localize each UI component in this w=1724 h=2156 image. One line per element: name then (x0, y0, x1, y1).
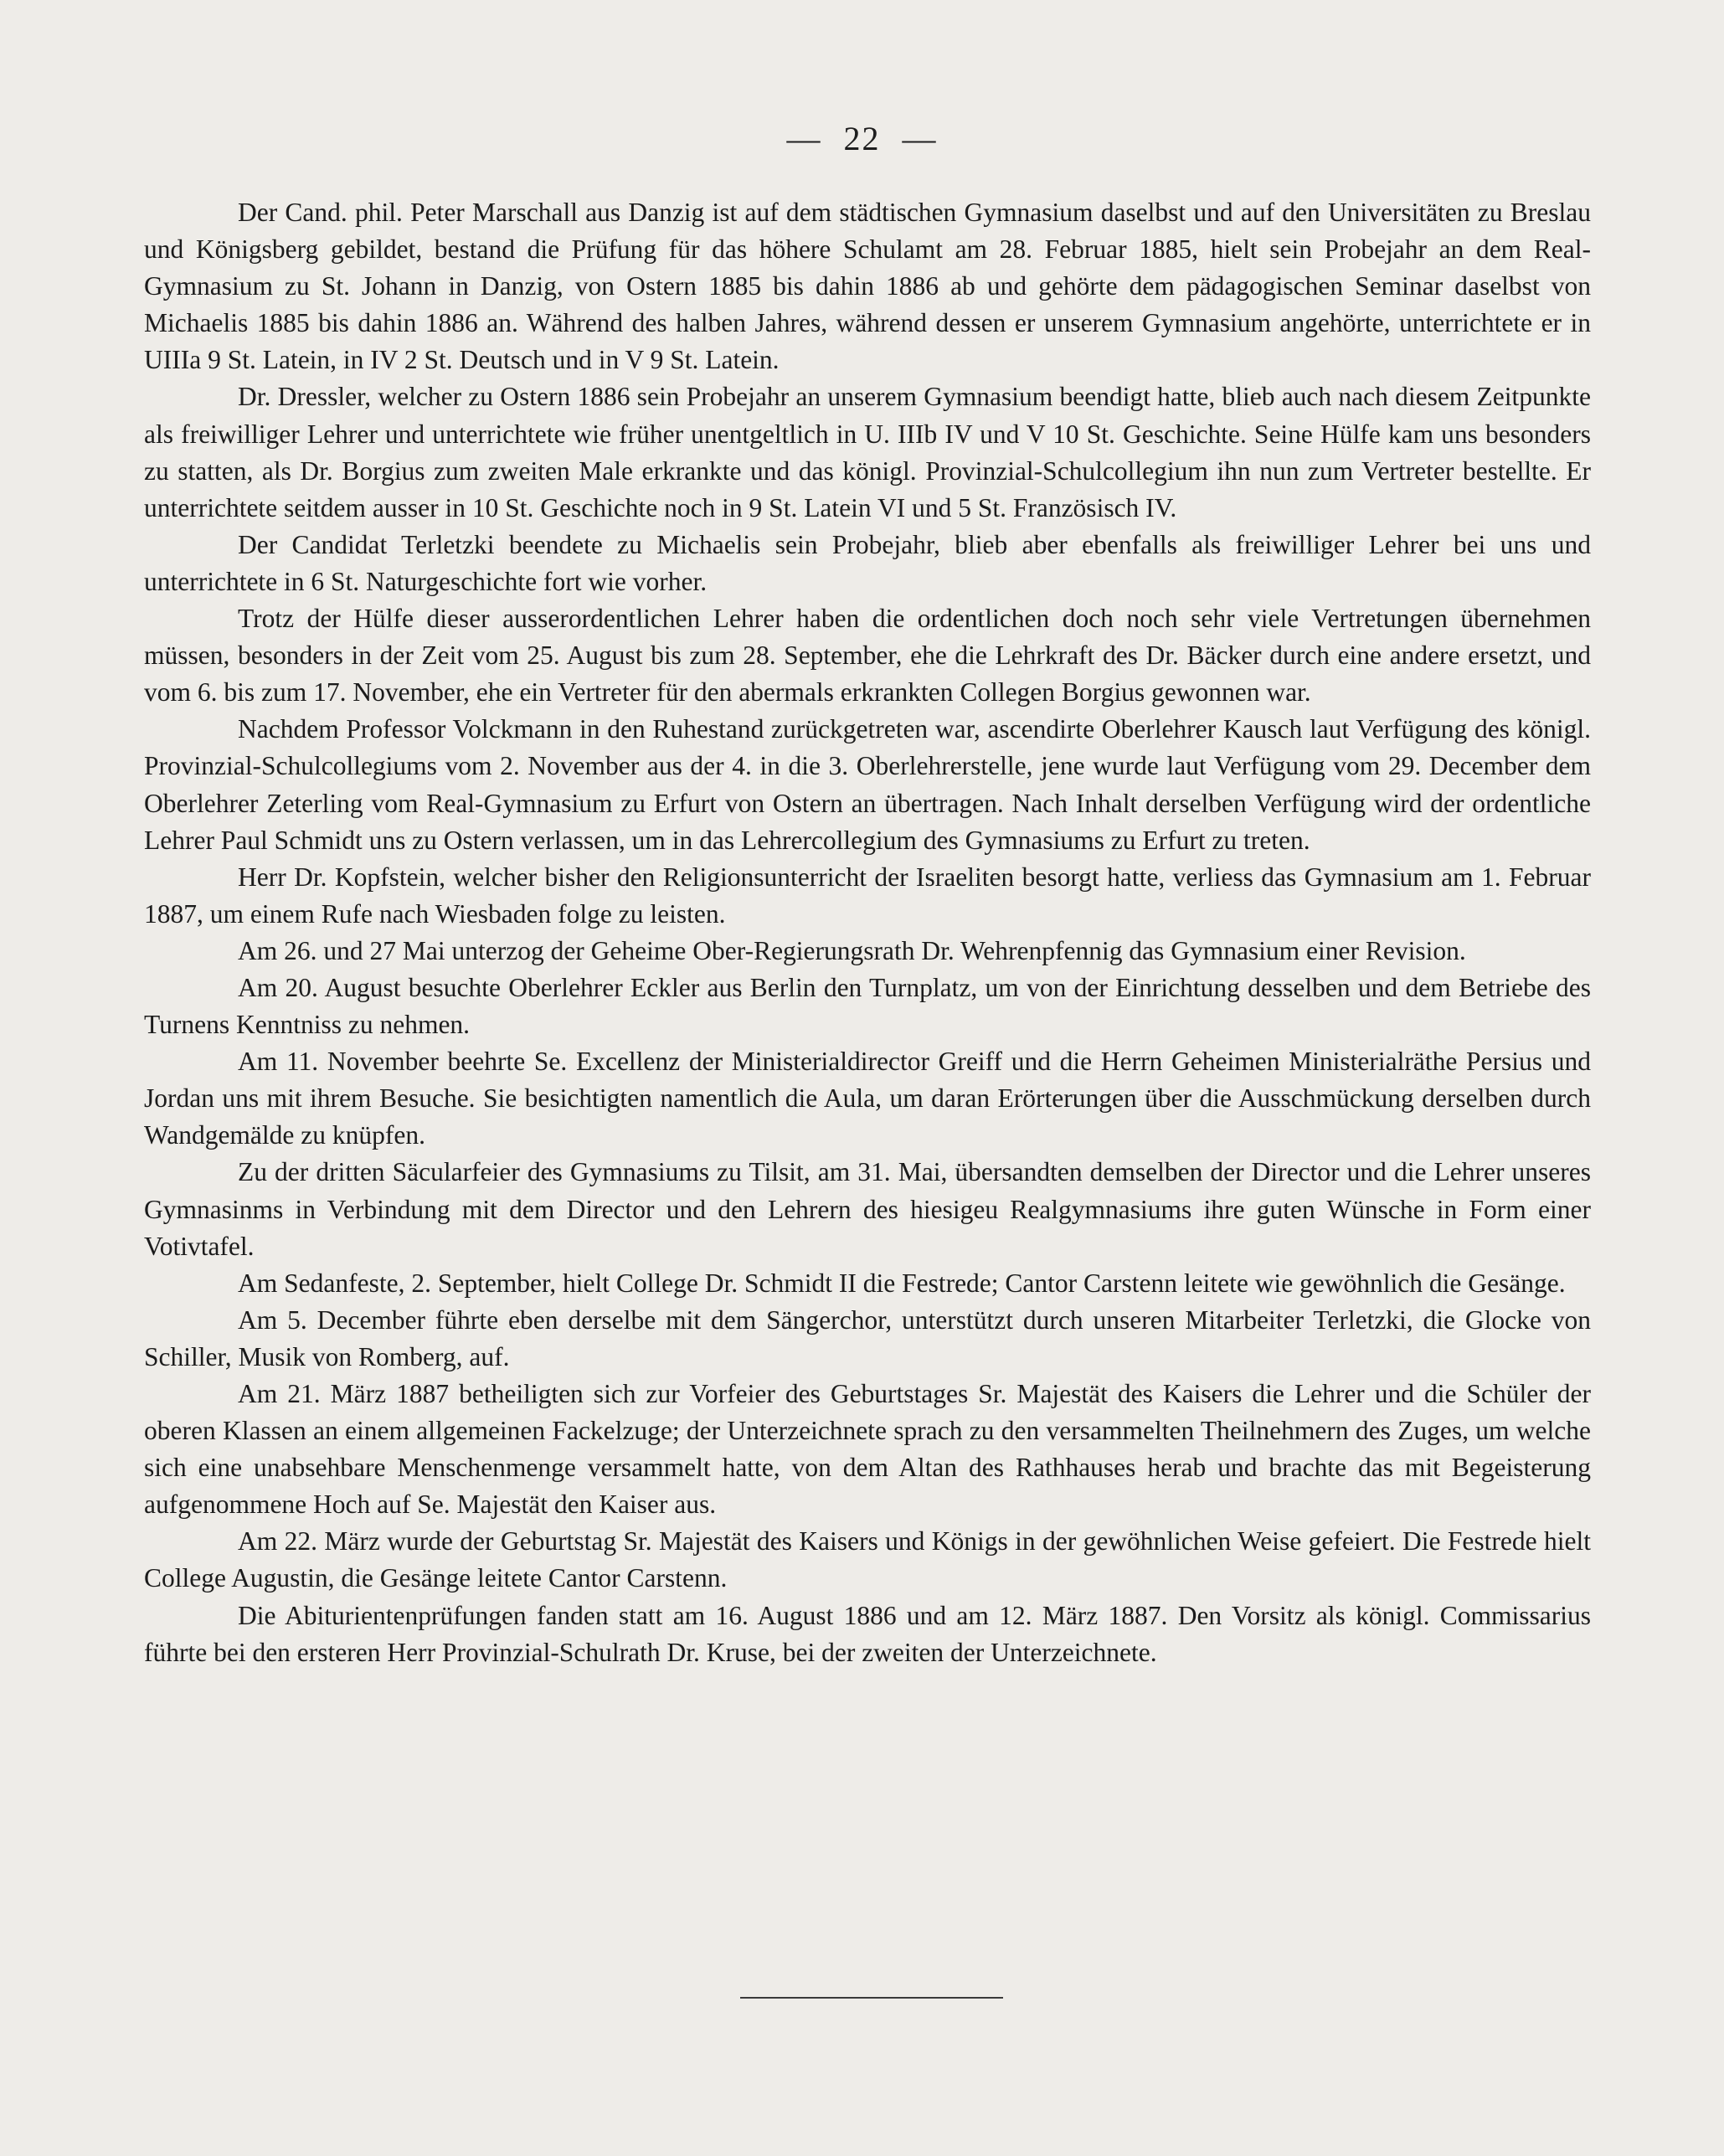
closing-divider (740, 1997, 1003, 1999)
paragraph: Der Cand. phil. Peter Marschall aus Danzig ist auf dem städtischen Gymnasium daselbst und auf den Universitäten zu Breslau und Königsberg gebildet, bestand die Prüfung für das höhere Schulamt am 28. Februar 1885, hielt sein Probejahr an dem Real-Gymnasium zu St. Johann in Danzig, von Ostern 1885 bis dahin 1886 ab und gehörte dem pädagogischen Seminar daselbst von Michaelis 1885 bis dahin 1886 an. Während des halben Jahres, während dessen er unserem Gymnasium angehörte, unterrichtete er in UIIIa 9 St. Latein, in IV 2 St. Deutsch und in V 9 St. Latein. (144, 198, 1591, 375)
paragraph: Am 11. November beehrte Se. Excellenz der Ministerialdirector Greiff und die Herrn Geheimen Ministerialräthe Persius und Jordan uns mit ihrem Besuche. Sie besichtigten namentlich die Aula, um daran Erörterungen über die Ausschmückung derselben durch Wandgemälde zu knüpfen. (144, 1047, 1591, 1150)
paragraph: Trotz der Hülfe dieser ausserordentlichen Lehrer haben die ordentlichen doch noch sehr viele Vertretungen übernehmen müssen, besonders in der Zeit vom 25. August bis zum 28. September, ehe die Lehrkraft des Dr. Bäcker durch eine andere ersetzt, und vom 6. bis zum 17. November, ehe ein Vertreter für den abermals erkrankten Collegen Borgius gewonnen war. (144, 604, 1591, 708)
paragraph: Der Candidat Terletzki beendete zu Michaelis sein Probejahr, blieb aber ebenfalls als freiwilliger Lehrer bei uns und unterrichtete in 6 St. Naturgeschichte fort wie vorher. (144, 529, 1591, 596)
paragraph: Zu der dritten Säcularfeier des Gymnasiums zu Tilsit, am 31. Mai, übersandten demselben der Director und die Lehrer unseres Gymnasinms in Verbindung mit dem Director und den Lehrern des hiesigeu Realgymnasiums ihre guten Wünsche in Form einer Votivtafel. (144, 1157, 1591, 1261)
paragraph: Am 21. März 1887 betheiligten sich zur Vorfeier des Geburtstages Sr. Majestät des Kaisers die Lehrer und die Schüler der oberen Klassen an einem allgemeinen Fackelzuge; der Unterzeichnete sprach zu den versammelten Theilnehmern des Zuges, um welche sich eine unabsehbare Menschenmenge versammelt hatte, von dem Altan des Rathhauses herab und brachte das mit Begeisterung aufgenommene Hoch auf Se. Majestät den Kaiser aus. (144, 1379, 1591, 1520)
paragraph: Am 5. December führte eben derselbe mit dem Sängerchor, unterstützt durch unseren Mitarbeiter Terletzki, die Glocke von Schiller, Musik von Romberg, auf. (144, 1304, 1591, 1371)
paragraph: Am 26. und 27 Mai unterzog der Geheime Ober-Regierungsrath Dr. Wehrenpfennig das Gymnasium einer Revision. (238, 935, 1466, 965)
paragraph: Die Abiturientenprüfungen fanden statt am 16. August 1886 und am 12. März 1887. Den Vorsitz als königl. Commissarius führte bei den ersteren Herr Provinzial-Schulrath Dr. Kruse, bei der zweiten der Unterzeichnete. (144, 1600, 1591, 1667)
paragraph: Am 22. März wurde der Geburtstag Sr. Majestät des Kaisers und Königs in der gewöhnlichen Weise gefeiert. Die Festrede hielt College Augustin, die Gesänge leitete Cantor Carstenn. (144, 1526, 1591, 1593)
paragraph: Herr Dr. Kopfstein, welcher bisher den Religionsunterricht der Israeliten besorgt hatte, verliess das Gymnasium am 1. Februar 1887, um einem Rufe nach Wiesbaden folge zu leisten. (144, 862, 1591, 929)
paragraph: Dr. Dressler, welcher zu Ostern 1886 sein Probejahr an unserem Gymnasium beendigt hatte, blieb auch nach diesem Zeitpunkte als freiwilliger Lehrer und unterrichtete wie früher unentgeltlich in U. IIIb IV und V 10 St. Geschichte. Seine Hülfe kam uns besonders zu statten, als Dr. Borgius zum zweiten Male erkrankte und das königl. Provinzial-Schulcollegium ihn nun zum Vertreter bestellte. Er unterrichtete seitdem ausser in 10 St. Geschichte noch in 9 St. Latein VI und 5 St. Französisch IV. (144, 382, 1591, 522)
paragraph: Nachdem Professor Volckmann in den Ruhestand zurückgetreten war, ascendirte Oberlehrer Kausch laut Verfügung des königl. Provinzial-Schulcollegiums vom 2. November aus der 4. in die 3. Oberlehrerstelle, jene wurde laut Verfügung vom 29. December dem Oberlehrer Zeterling vom Real-Gymnasium zu Erfurt von Ostern an übertragen. Nach Inhalt derselben Verfügung wird der ordentliche Lehrer Paul Schmidt uns zu Ostern verlassen, um in das Lehrercollegium des Gymnasiums zu Erfurt zu treten. (144, 714, 1591, 855)
paragraph: Am 20. August besuchte Oberlehrer Eckler aus Berlin den Turnplatz, um von der Einrichtung desselben und dem Betriebe des Turnens Kenntniss zu nehmen. (144, 972, 1591, 1040)
paragraph: Am Sedanfeste, 2. September, hielt College Dr. Schmidt II die Festrede; Cantor Carstenn leitete wie gewöhnlich die Gesänge. (238, 1268, 1566, 1298)
body-text (144, 194, 1591, 1671)
page-number: — 22 — (786, 120, 938, 157)
